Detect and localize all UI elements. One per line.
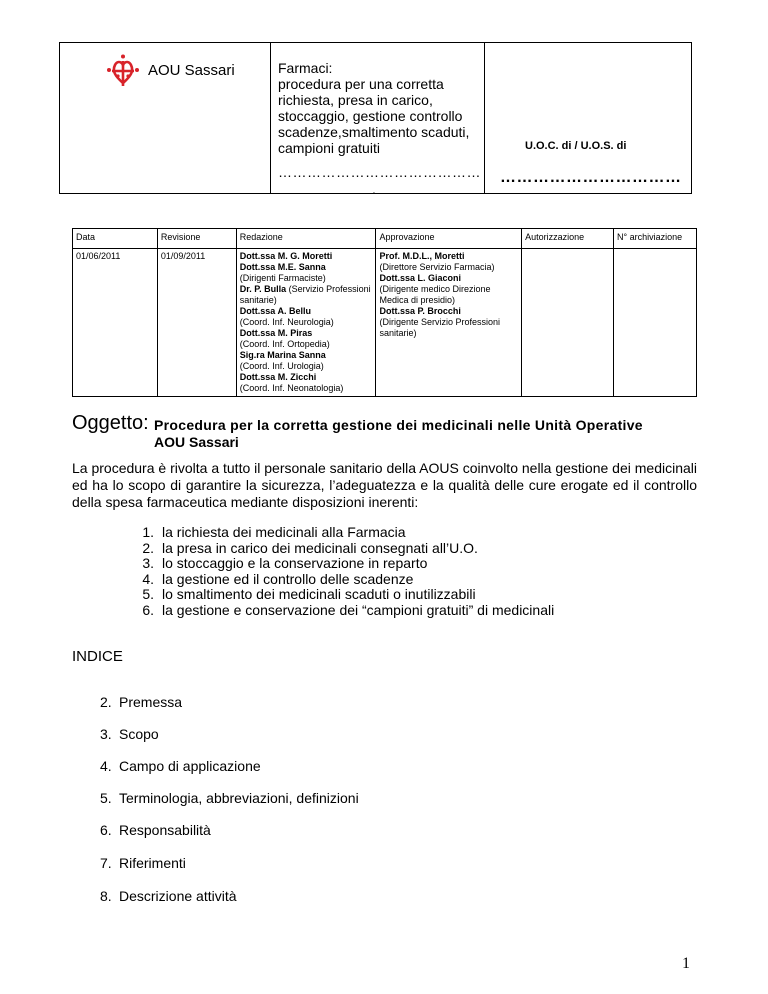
subject-title: Procedura per la corretta gestione dei medicinali nelle Unità Operative <box>154 417 643 433</box>
intro-paragraph: La procedura è rivolta a tutto il personale sanitario della AOUS coinvolto nella gestione dei medicinali ed ha lo scopo di garantire la sicurezza, l’adeguatezza e la qualità delle cure erogate ed il controllo della spesa farmaceutica mediante disposizioni inerenti: <box>72 460 697 510</box>
table-row <box>73 249 697 397</box>
column-header: Autorizzazione <box>522 229 614 249</box>
person-name: Prof. M.D.L., Moretti <box>379 251 465 261</box>
column-header: Redazione <box>236 229 376 249</box>
revision-cell: 01/09/2011 <box>157 249 236 397</box>
aou-logo-icon <box>106 53 140 87</box>
list-item: 4. la gestione ed il controllo delle scadenze <box>142 570 414 587</box>
approvals-table <box>72 228 697 397</box>
list-item: 1. la richiesta dei medicinali alla Farmacia <box>142 524 406 540</box>
date-cell: 01/06/2011 <box>73 249 158 397</box>
document-header <box>59 42 692 197</box>
header-divider <box>270 43 271 193</box>
person-name: Sig.ra Marina Sanna <box>239 350 326 360</box>
list-item: 3. lo stoccaggio e la conservazione in reparto <box>142 555 428 571</box>
procedure-title-line: stoccaggio, gestione controllo <box>278 108 463 124</box>
person-role: (Direttore Servizio Farmacia) <box>379 262 495 272</box>
person-name: Dott.ssa M. Piras <box>239 328 313 338</box>
procedure-title-line: procedura per una corretta <box>278 76 444 92</box>
organization-name: AOU Sassari <box>148 62 235 79</box>
procedure-title-line: richiesta, presa in carico, <box>278 92 433 108</box>
subject-title-cont: AOU Sassari <box>154 434 239 450</box>
column-header: Data <box>73 229 158 249</box>
list-item: 2. la presa in carico dei medicinali consegnati all’U.O. <box>142 539 478 556</box>
person-name: Dott.ssa L. Giaconi <box>379 273 461 283</box>
list-item: 6. la gestione e conservazione dei “campioni gratuiti” di medicinali <box>142 601 555 618</box>
procedure-title-line: campioni gratuiti <box>278 140 380 156</box>
person-role: (Coord. Inf. Ortopedia) <box>239 339 330 349</box>
goals-list <box>72 525 554 618</box>
person-role: (Coord. Inf. Neurologia) <box>239 317 334 327</box>
index-title: INDICE <box>72 648 123 665</box>
approved-by-cell <box>376 249 522 397</box>
unit-label: U.O.C. di / U.O.S. di <box>525 140 627 152</box>
page-number: 1 <box>682 955 690 972</box>
person-role: (Dirigente medico Direzione Medica di presidio) <box>379 284 491 305</box>
authorization-cell <box>522 249 614 397</box>
subject <box>72 412 697 450</box>
header-divider <box>484 43 485 193</box>
person-name: Dr. P. Bulla (Servizio Professioni sanitarie) <box>239 284 371 305</box>
person-role: (Dirigente Servizio Professioni sanitarie) <box>379 317 501 338</box>
person-role: (Coord. Inf. Neonatologia) <box>239 383 344 393</box>
procedure-title <box>278 60 478 156</box>
column-header: Revisione <box>157 229 236 249</box>
person-name: Dott.ssa P. Brocchi <box>379 306 461 316</box>
person-name: Dott.ssa M.E. Sanna <box>239 262 326 272</box>
archive-number-cell <box>614 249 697 397</box>
person-role: (Dirigenti Farmaciste) <box>239 273 326 283</box>
table-header-row <box>73 229 697 249</box>
procedure-title-line: scadenze,smaltimento scaduti, <box>278 124 470 140</box>
list-item: 5. lo smaltimento dei medicinali scaduti o inutilizzabili <box>142 586 476 602</box>
column-header: Approvazione <box>376 229 522 249</box>
person-name: Dott.ssa A. Bellu <box>239 306 311 316</box>
column-header: N° archiviazione <box>614 229 697 249</box>
blank-field-left-tail: . <box>372 181 376 197</box>
blank-field-right: …………………………… <box>500 169 682 186</box>
procedure-title-line: Farmaci: <box>278 60 333 76</box>
drafted-by-cell <box>236 249 376 397</box>
person-name: Dott.ssa M. Zicchi <box>239 372 317 382</box>
subject-label: Oggetto: <box>72 412 149 434</box>
blank-field-left: …………………………………… <box>278 164 481 180</box>
person-role: (Coord. Inf. Urologia) <box>239 361 324 371</box>
person-name: Dott.ssa M. G. Moretti <box>239 251 333 261</box>
